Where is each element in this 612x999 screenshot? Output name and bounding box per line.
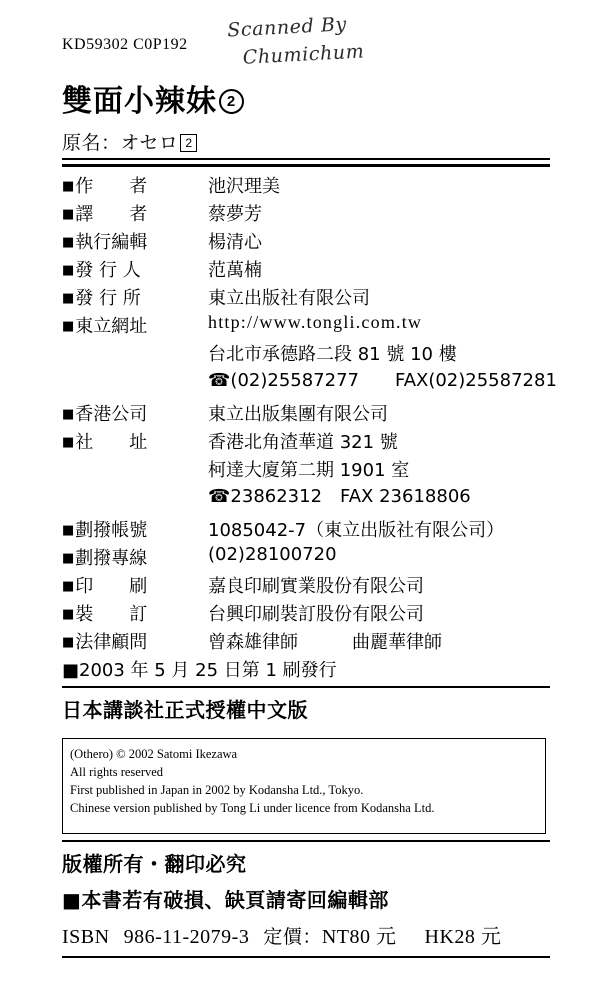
credit-row-hongkong-address bbox=[62, 428, 562, 454]
credit-value: 香港北角渣華道 321 號 bbox=[208, 432, 398, 453]
handwritten-scan-stamp bbox=[227, 10, 365, 72]
credit-value: 范萬楠 bbox=[208, 260, 262, 281]
credit-label bbox=[62, 516, 208, 542]
credit-label bbox=[62, 428, 208, 454]
license-note: 日本講談社正式授權中文版 bbox=[62, 698, 308, 722]
credit-label-text: 法律顧問 bbox=[75, 632, 148, 653]
credit-label-text: 裝 訂 bbox=[75, 604, 148, 625]
square-bullet-icon: ■ bbox=[62, 523, 75, 538]
square-bullet-icon: ■ bbox=[62, 263, 75, 278]
scan-stamp-line-2: Chumichum bbox=[242, 39, 365, 69]
copyright-line-3: First published in Japan in 2002 by Kodansha Ltd., Tokyo. bbox=[70, 783, 364, 797]
credit-value: 嘉良印刷實業股份有限公司 bbox=[208, 576, 424, 597]
credit-value: 蔡夢芳 bbox=[208, 204, 262, 225]
credit-row-print-date bbox=[62, 656, 562, 682]
credit-label-text: 香港公司 bbox=[75, 404, 148, 425]
original-volume-number-boxed: 2 bbox=[180, 134, 197, 152]
square-bullet-icon: ■ bbox=[62, 607, 75, 622]
credit-value: 楊清心 bbox=[208, 232, 262, 253]
square-bullet-icon: ■ bbox=[62, 179, 75, 194]
credits-table bbox=[62, 172, 562, 684]
credit-label-text: 執行編輯 bbox=[75, 232, 148, 253]
hongkong-phone: ☎23862312 FAX 23618806 bbox=[208, 486, 471, 507]
credit-label bbox=[62, 228, 208, 254]
credit-value: 台興印刷裝訂股份有限公司 bbox=[208, 604, 424, 625]
divider-footer-top bbox=[62, 840, 550, 842]
credit-label bbox=[62, 600, 208, 626]
price-twd: NT80 元 bbox=[321, 926, 397, 948]
catalog-code: KD59302 C0P192 bbox=[62, 36, 188, 53]
square-bullet-icon: ■ bbox=[62, 319, 75, 334]
defect-notice-line: ■本書若有破損、缺頁請寄回編輯部 bbox=[62, 888, 389, 912]
copyright-text bbox=[70, 745, 434, 817]
credit-label bbox=[62, 628, 208, 654]
square-bullet-icon: ■ bbox=[62, 579, 75, 594]
square-bullet-icon: ■ bbox=[62, 291, 75, 306]
credit-value: 東立出版集團有限公司 bbox=[208, 404, 388, 425]
hongkong-address-line-2: 柯達大廈第二期 1901 室 bbox=[208, 460, 410, 481]
credit-value: 東立出版社有限公司 bbox=[208, 288, 370, 309]
original-title-text: 原名：オセロ bbox=[62, 132, 179, 154]
square-bullet-icon: ■ bbox=[62, 635, 75, 650]
copyright-line-2: All rights reserved bbox=[70, 765, 164, 779]
square-bullet-icon: ■ bbox=[62, 207, 75, 222]
divider-top-thick bbox=[62, 164, 550, 167]
credit-row-website bbox=[62, 312, 562, 338]
credit-label bbox=[62, 400, 208, 426]
credit-row-translator bbox=[62, 200, 562, 226]
credit-label bbox=[62, 284, 208, 310]
credit-label-text: 劃撥專線 bbox=[75, 548, 148, 569]
publisher-phone-taipei: ☎(02)25587277 FAX(02)25587281 bbox=[208, 370, 557, 391]
credit-label-text: 發 行 人 bbox=[75, 260, 141, 281]
credit-label-text: 發 行 所 bbox=[75, 288, 141, 309]
credit-row-printing bbox=[62, 572, 562, 598]
credit-label bbox=[62, 200, 208, 226]
credit-row-publisher-company bbox=[62, 284, 562, 310]
scan-stamp-line-1: Scanned By bbox=[226, 13, 348, 42]
square-bullet-icon: ■ bbox=[62, 551, 75, 566]
publisher-address-taipei: 台北市承德路二段 81 號 10 樓 bbox=[208, 344, 457, 365]
credit-label-text: 劃撥帳號 bbox=[75, 520, 148, 541]
credit-label-text: 社 址 bbox=[75, 432, 148, 453]
isbn-value: 986-11-2079-3 bbox=[123, 926, 250, 948]
credit-label bbox=[62, 312, 208, 338]
credit-row-publisher-person bbox=[62, 256, 562, 282]
square-bullet-icon: ■ bbox=[62, 407, 75, 422]
credit-value: (02)28100720 bbox=[208, 544, 337, 565]
credit-label-text: 作 者 bbox=[75, 176, 148, 197]
credit-row-author bbox=[62, 172, 562, 198]
volume-number-circled: 2 bbox=[219, 89, 244, 114]
credit-value: 曾森雄律師 曲麗華律師 bbox=[208, 632, 442, 653]
credit-value: 池沢理美 bbox=[208, 176, 280, 197]
isbn-price-line bbox=[62, 920, 501, 949]
credit-label-text: 東立網址 bbox=[75, 316, 148, 337]
rights-reserved-line: 版權所有・翻印必究 bbox=[62, 852, 247, 876]
credit-label bbox=[62, 544, 208, 570]
credit-row-binding bbox=[62, 600, 562, 626]
original-title bbox=[62, 128, 197, 155]
copyright-line-4: Chinese version published by Tong Li under licence from Kodansha Ltd. bbox=[70, 801, 435, 815]
credit-label-text: 印 刷 bbox=[75, 576, 148, 597]
isbn-label: ISBN bbox=[62, 926, 110, 948]
website-url[interactable]: http://www.tongli.com.tw bbox=[208, 312, 423, 332]
credit-row-postal-account bbox=[62, 516, 562, 542]
credit-label bbox=[62, 256, 208, 282]
page-title-text: 雙面小辣妹 bbox=[62, 84, 217, 119]
credit-label bbox=[62, 172, 208, 198]
credit-label-text: 譯 者 bbox=[75, 204, 148, 225]
price-hkd: HK28 元 bbox=[424, 926, 502, 948]
credit-label bbox=[62, 572, 208, 598]
credit-row-postal-hotline bbox=[62, 544, 562, 570]
print-date-text: ■2003 年 5 月 25 日第 1 刷發行 bbox=[62, 660, 337, 681]
square-bullet-icon: ■ bbox=[62, 235, 75, 250]
credit-row-hongkong-company bbox=[62, 400, 562, 426]
price-label: 定價： bbox=[263, 926, 322, 948]
divider-license bbox=[62, 686, 550, 688]
credit-value: 1085042-7（東立出版社有限公司） bbox=[208, 520, 505, 541]
page-title bbox=[62, 76, 244, 120]
credit-row-editor bbox=[62, 228, 562, 254]
copyright-line-1: (Othero) © 2002 Satomi Ikezawa bbox=[70, 747, 238, 761]
square-bullet-icon: ■ bbox=[62, 435, 75, 450]
divider-footer-bottom bbox=[62, 956, 550, 958]
divider-top-thin bbox=[62, 158, 550, 160]
credit-row-legal-counsel bbox=[62, 628, 562, 654]
